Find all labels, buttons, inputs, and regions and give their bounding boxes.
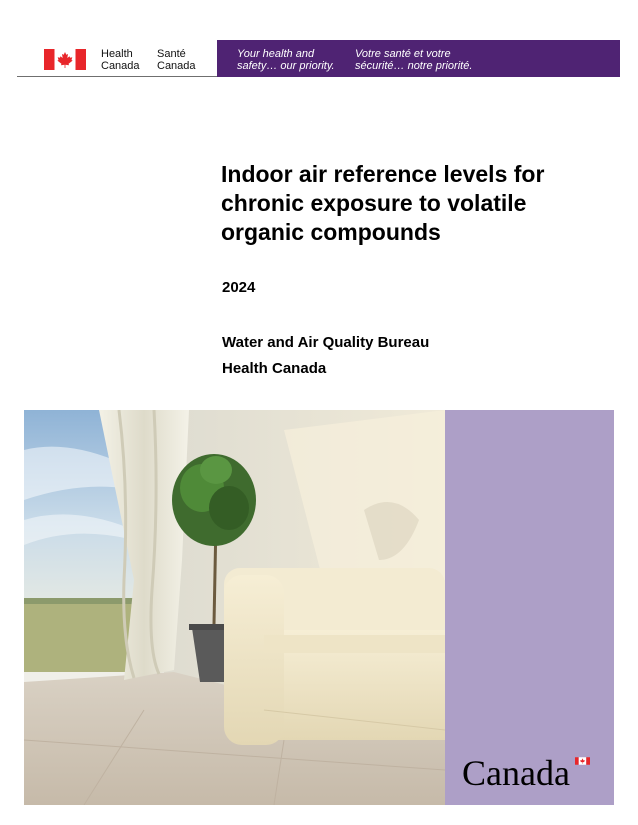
- government-header: [17, 40, 620, 77]
- department-en-line: Health: [101, 48, 133, 60]
- living-room-photo: [24, 410, 445, 805]
- document-title: Indoor air reference levels for chronic exposure to volatile organic compounds: [221, 161, 545, 245]
- organization-line: Water and Air Quality Bureau: [222, 334, 430, 351]
- slogan-en-line: Your health and: [237, 48, 315, 60]
- header-identity-block: [17, 40, 217, 77]
- department-name-en: [101, 48, 140, 72]
- organization-line: Health Canada: [222, 360, 327, 377]
- slogan-fr-line: Votre santé et votre: [355, 48, 451, 60]
- slogan-en-line: safety… our priority.: [237, 60, 335, 72]
- department-name-fr: [157, 48, 196, 72]
- publication-year: 2024: [222, 279, 256, 296]
- department-fr-line: Canada: [157, 60, 196, 72]
- slogan-fr: [355, 48, 472, 72]
- wordmark-flag-icon: [575, 757, 590, 765]
- publishing-organization: [222, 330, 429, 382]
- department-fr-line: Santé: [157, 48, 186, 60]
- cover-side-panel: [445, 410, 614, 805]
- slogan-en: [237, 48, 335, 72]
- wordmark-text: Canada: [462, 753, 570, 793]
- slogan-fr-line: sécurité… notre priorité.: [355, 60, 473, 72]
- department-en-line: Canada: [101, 60, 140, 72]
- canada-wordmark: [462, 753, 602, 793]
- canada-flag-icon: [44, 49, 86, 70]
